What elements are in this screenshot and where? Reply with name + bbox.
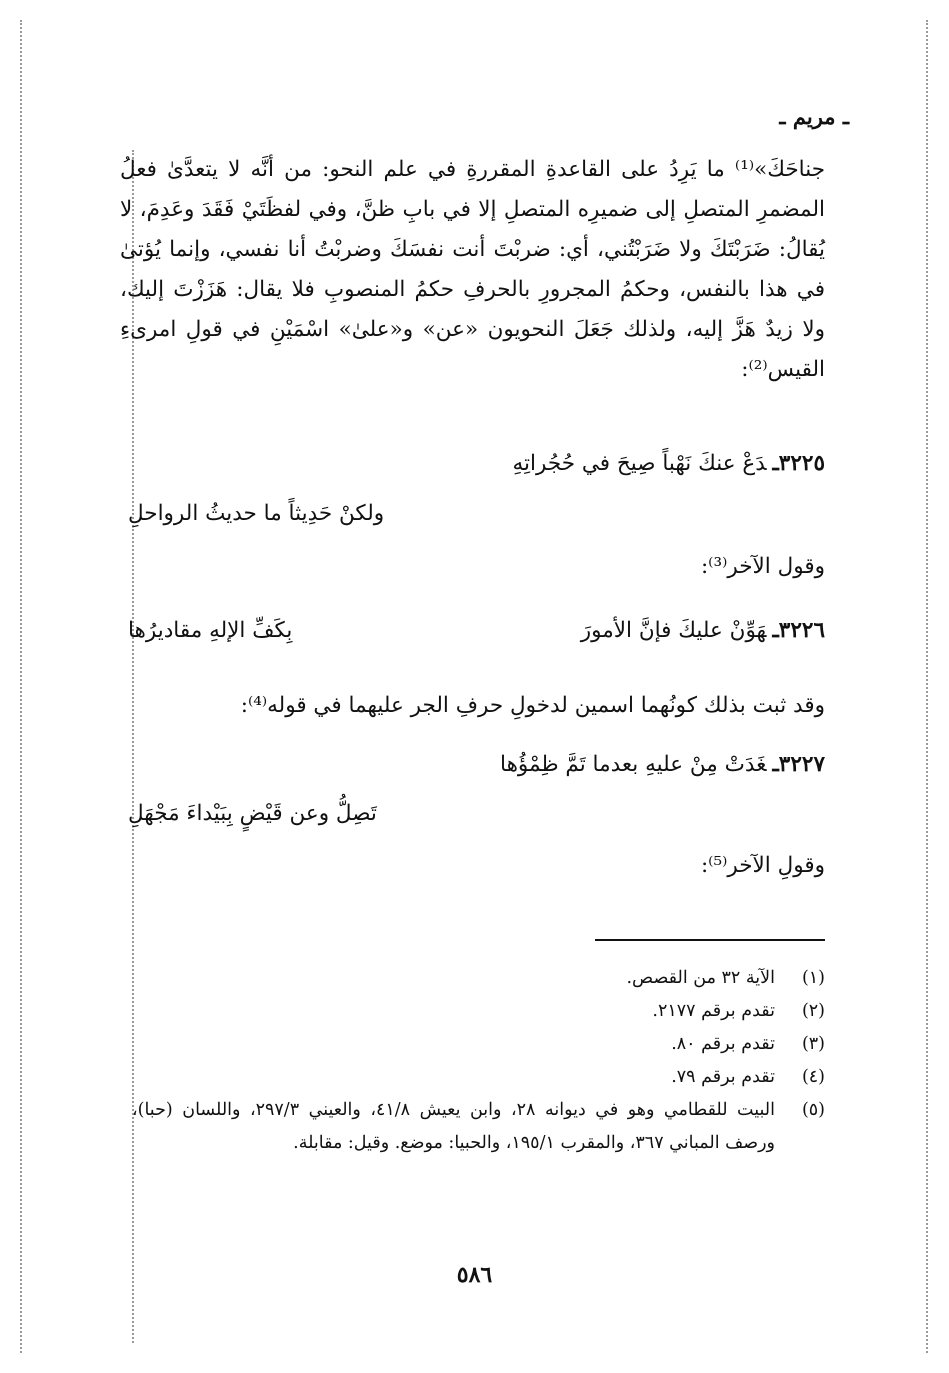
verse-hemistich-second: تَصِلُّ وعن قَيْضٍ بِبَيْداءَ مَجْهَلِ xyxy=(128,801,377,826)
verse-hemistich-first: دَعْ عنكَ نَهْباً صِيحَ في حُجُراتِهِ xyxy=(512,451,767,476)
page-number: ٥٨٦ xyxy=(456,1262,493,1288)
running-header: ـ مريم ـ xyxy=(779,104,849,129)
footnote-number: (٤) xyxy=(801,1067,825,1087)
footnote-number: (٥) xyxy=(801,1100,825,1120)
footnote xyxy=(132,1061,825,1094)
footnotes xyxy=(132,962,825,1160)
main-text xyxy=(120,150,825,390)
footnote-text: البيت للقطامي وهو في ديوانه ٢٨، وابن يعيش ٤١/٨، والعيني ٢٩٧/٣، واللسان (حبا)، ورصف المباني ٣٦٧، والمقرب ١٩٥/١، والحبيا: موضع. وقيل: مقابلة. xyxy=(132,1100,775,1153)
verse-hemistich-first: هَوِّنْ عليكَ فإنَّ الأمورَ xyxy=(580,618,767,643)
verse-3227-first xyxy=(500,745,825,785)
footnote xyxy=(132,995,825,1028)
verse-3226 xyxy=(128,611,825,651)
verse-hemistich-second: ولكنْ حَدِيثاً ما حديثُ الرواحلِ xyxy=(128,501,385,526)
intro-other-poet-1: وقول الآخر⁽³⁾: xyxy=(700,554,825,579)
left-dotted-margin xyxy=(20,20,22,1353)
verse-hemistich-second: بِكَفِّ الإلهِ مقاديرُها xyxy=(128,618,293,643)
footnote xyxy=(132,1028,825,1061)
footnote-text: الآية ٣٢ من القصص. xyxy=(626,968,775,988)
paragraph-1: جناحَكَ»⁽¹⁾ ما يَرِدُ على القاعدةِ المقررةِ في علم النحو: من أنَّه لا يتعدَّىٰ فعلُ المضمرِ المتصلِ إلى ضميرِه المتصلِ إلا في بابِ ظنَّ، وفي لفظَتَيْ فَقَدَ وعَدِمَ، لا يُقالُ: ضَرَبْتَكَ ولا ضَرَبْتُني، أي: ضربْتَ أنت نفسَكَ وضربْتُ أنا نفسي، وإنما يُؤتىٰ في هذا بالنفس، وحكمُ المجرورِ بالحرفِ حكمُ المنصوبِ فلا يقال: هَزَزْتَ إليك، ولا زيدٌ هَزَّ إليه، ولذلك جَعَلَ النحويون «عن» و«علىٰ» اسْمَيْنِ في قولِ امرىءِ القيس⁽²⁾: xyxy=(120,157,825,382)
verse-hemistich-first: غَدَتْ مِنْ عليهِ بعدما تَمَّ ظِمْؤُها xyxy=(500,752,767,777)
footnote-number: (٣) xyxy=(801,1034,825,1054)
footnote-number: (٢) xyxy=(801,1001,825,1021)
verse-number: ٣٢٢٥ـ xyxy=(772,451,825,476)
verse-number: ٣٢٢٧ـ xyxy=(772,752,825,777)
footnote xyxy=(132,1094,825,1160)
footnote-text: تقدم برقم ٨٠. xyxy=(671,1034,775,1054)
paragraph-2: وقد ثبت بذلك كونُهما اسمين لدخولِ حرفِ الجر عليهما في قوله⁽⁴⁾: xyxy=(240,693,825,718)
footnote xyxy=(132,962,825,995)
footnote-text: تقدم برقم ٧٩. xyxy=(671,1067,775,1087)
verse-number: ٣٢٢٦ـ xyxy=(772,618,825,643)
verse-3225-first xyxy=(512,444,825,484)
right-dotted-margin xyxy=(926,20,928,1353)
footnote-number: (١) xyxy=(801,968,825,988)
footnote-separator xyxy=(595,939,825,941)
footnote-text: تقدم برقم ٢١٧٧. xyxy=(652,1001,775,1021)
intro-other-poet-2: وقولِ الآخر⁽⁵⁾: xyxy=(700,853,825,878)
